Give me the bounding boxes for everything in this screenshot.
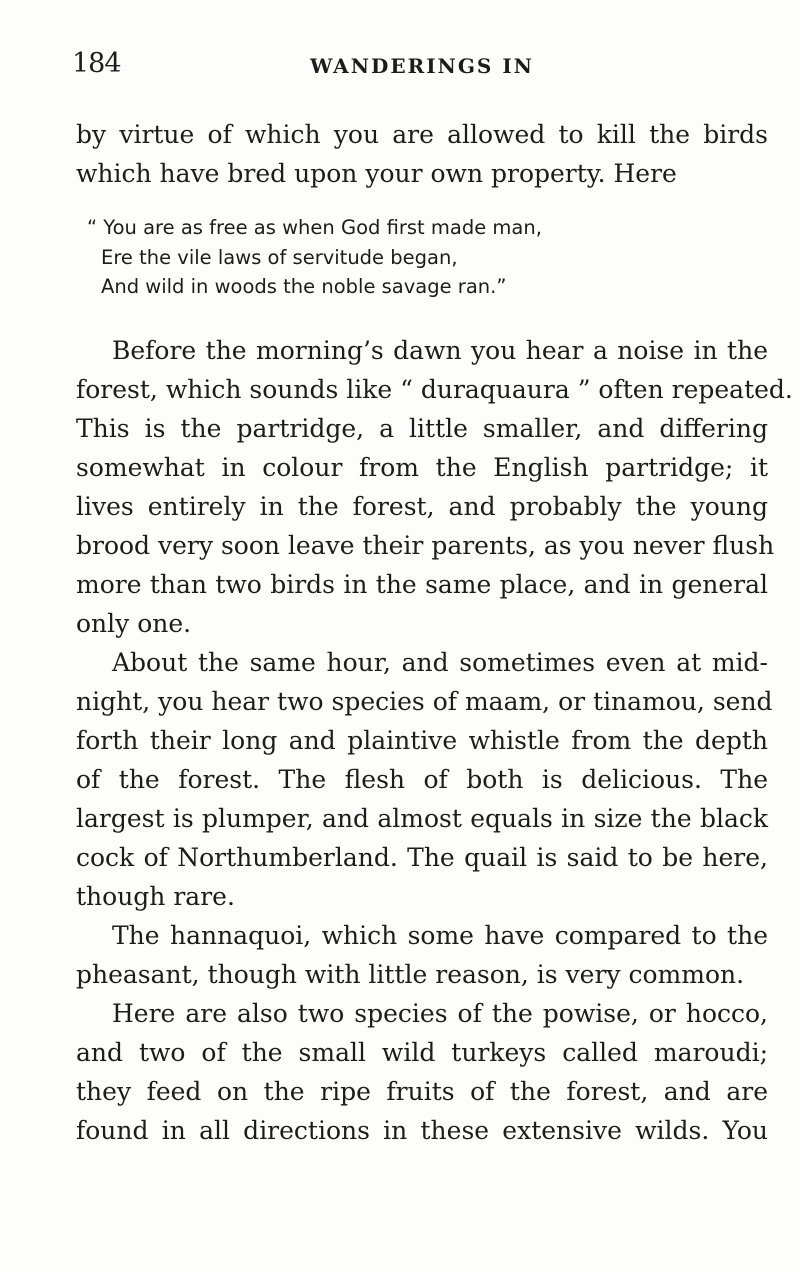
page-number: 184 bbox=[72, 48, 121, 79]
text-line: somewhat in colour from the English partridge; it bbox=[76, 453, 768, 482]
verse-line: Ere the vile laws of servitude began, bbox=[101, 246, 458, 269]
text-line: more than two birds in the same place, and in general bbox=[76, 570, 768, 599]
text-line: About the same hour, and sometimes even at mid- bbox=[112, 648, 768, 677]
verse-line: And wild in woods the noble savage ran.” bbox=[101, 275, 507, 298]
text-line: forth their long and plaintive whistle from the depth bbox=[76, 726, 768, 755]
text-line: forest, which sounds like “ duraquaura ” often repeated. bbox=[76, 375, 793, 404]
running-head: WANDERINGS IN bbox=[310, 54, 534, 78]
text-line: lives entirely in the forest, and probably the young bbox=[76, 492, 768, 521]
text-line: which have bred upon your own property. Here bbox=[76, 159, 677, 188]
verse-line: “ You are as free as when God first made man, bbox=[87, 216, 542, 239]
text-line: Here are also two species of the powise, or hocco, bbox=[112, 999, 768, 1028]
text-line: cock of Northumberland. The quail is said to be here, bbox=[76, 843, 768, 872]
text-line: they feed on the ripe fruits of the forest, and are bbox=[76, 1077, 768, 1106]
text-line: brood very soon leave their parents, as you never flush bbox=[76, 531, 775, 560]
text-line: The hannaquoi, which some have compared to the bbox=[112, 921, 768, 950]
text-line: found in all directions in these extensive wilds. You bbox=[76, 1116, 768, 1145]
text-line: Before the morning’s dawn you hear a noise in the bbox=[112, 336, 768, 365]
text-line: largest is plumper, and almost equals in size the black bbox=[76, 804, 768, 833]
text-line: by virtue of which you are allowed to kill the birds bbox=[76, 120, 768, 149]
text-line: only one. bbox=[76, 609, 192, 638]
text-line: night, you hear two species of maam, or tinamou, send bbox=[76, 687, 773, 716]
page-header bbox=[72, 48, 772, 88]
text-line: of the forest. The flesh of both is delicious. The bbox=[76, 765, 768, 794]
text-line: though rare. bbox=[76, 882, 235, 911]
text-line: This is the partridge, a little smaller, and differing bbox=[76, 414, 768, 443]
text-line: and two of the small wild turkeys called maroudi; bbox=[76, 1038, 768, 1067]
text-line: pheasant, though with little reason, is very common. bbox=[76, 960, 745, 989]
